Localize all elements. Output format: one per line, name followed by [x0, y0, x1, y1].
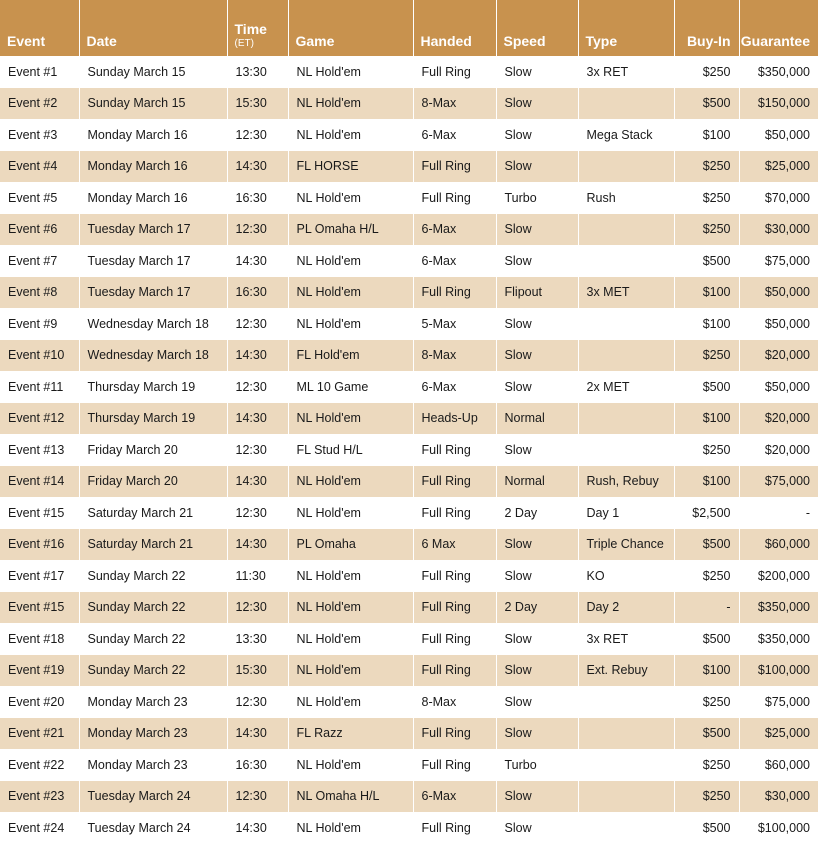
table-row — [0, 245, 818, 277]
game-cell: NL Hold'em — [288, 749, 413, 781]
game-cell: NL Hold'em — [288, 245, 413, 277]
speed-cell: Turbo — [496, 749, 578, 781]
date-cell: Saturday March 21 — [79, 529, 227, 561]
event-cell: Event #12 — [0, 403, 79, 435]
handed-cell: 6-Max — [413, 781, 496, 813]
type-cell: KO — [578, 560, 674, 592]
type-cell — [578, 686, 674, 718]
type-cell — [578, 340, 674, 372]
guarantee-cell: $70,000 — [764, 190, 810, 205]
guarantee-cell: $150,000 — [757, 96, 810, 111]
handed-cell: 6-Max — [413, 119, 496, 151]
date-cell: Friday March 20 — [79, 434, 227, 466]
event-cell: Event #3 — [0, 119, 79, 151]
speed-cell: Slow — [496, 88, 578, 120]
type-cell: Mega Stack — [578, 119, 674, 151]
type-cell — [578, 403, 674, 435]
buyin-cell: $2,500 — [674, 497, 739, 529]
handed-cell: Full Ring — [413, 812, 496, 844]
event-cell: Event #18 — [0, 623, 79, 655]
buyin-cell: $250 — [674, 340, 739, 372]
game-cell: NL Hold'em — [288, 182, 413, 214]
event-cell: Event #9 — [0, 308, 79, 340]
type-cell: Rush, Rebuy — [578, 466, 674, 498]
event-cell: Event #21 — [0, 718, 79, 750]
time-cell: 12:30 — [227, 434, 288, 466]
handed-cell: Full Ring — [413, 151, 496, 183]
handed-cell: Full Ring — [413, 497, 496, 529]
table-row — [0, 277, 818, 309]
table-row — [0, 655, 818, 687]
handed-cell: Full Ring — [413, 718, 496, 750]
type-cell: 3x RET — [578, 56, 674, 88]
buyin-cell: $500 — [674, 718, 739, 750]
time-cell: 14:30 — [227, 151, 288, 183]
guarantee-cell: $50,000 — [764, 379, 810, 394]
date-cell: Monday March 23 — [79, 749, 227, 781]
guarantee-cell: $60,000 — [764, 757, 810, 772]
event-cell: Event #13 — [0, 434, 79, 466]
guarantee-cell: $50,000 — [764, 316, 810, 331]
game-cell: NL Hold'em — [288, 686, 413, 718]
table-row — [0, 340, 818, 372]
date-cell: Tuesday March 24 — [79, 812, 227, 844]
game-cell: NL Hold'em — [288, 623, 413, 655]
game-cell: NL Hold'em — [288, 560, 413, 592]
buyin-cell: $100 — [674, 403, 739, 435]
speed-cell: Normal — [496, 466, 578, 498]
date-cell: Monday March 16 — [79, 119, 227, 151]
type-cell — [578, 434, 674, 466]
time-cell: 12:30 — [227, 686, 288, 718]
guarantee-cell: $350,000 — [757, 64, 810, 79]
event-cell: Event #11 — [0, 371, 79, 403]
time-cell: 14:30 — [227, 466, 288, 498]
time-cell: 16:30 — [227, 277, 288, 309]
guarantee-cell: $100,000 — [757, 663, 810, 678]
date-cell: Friday March 20 — [79, 466, 227, 498]
guarantee-cell: $60,000 — [764, 537, 810, 552]
event-cell: Event #15 — [0, 497, 79, 529]
date-cell: Wednesday March 18 — [79, 340, 227, 372]
guarantee-cell: $50,000 — [764, 285, 810, 300]
time-cell: 12:30 — [227, 214, 288, 246]
buyin-cell: $100 — [674, 466, 739, 498]
speed-cell: Slow — [496, 529, 578, 561]
buyin-cell: $500 — [674, 371, 739, 403]
speed-cell: Slow — [496, 340, 578, 372]
game-cell: PL Omaha — [288, 529, 413, 561]
date-cell: Wednesday March 18 — [79, 308, 227, 340]
date-cell: Monday March 16 — [79, 182, 227, 214]
date-cell: Monday March 23 — [79, 686, 227, 718]
guarantee-cell: $20,000 — [764, 348, 810, 363]
guarantee-cell: $75,000 — [764, 253, 810, 268]
date-cell: Sunday March 15 — [79, 88, 227, 120]
type-cell — [578, 88, 674, 120]
guarantee-cell: - — [805, 505, 810, 520]
guarantee-cell: $50,000 — [764, 127, 810, 142]
event-cell: Event #6 — [0, 214, 79, 246]
game-cell: NL Hold'em — [288, 88, 413, 120]
table-row — [0, 718, 818, 750]
game-cell: FL Stud H/L — [288, 434, 413, 466]
date-cell: Sunday March 22 — [79, 655, 227, 687]
table-row — [0, 623, 818, 655]
table-row — [0, 781, 818, 813]
buyin-cell: $250 — [674, 686, 739, 718]
date-cell: Thursday March 19 — [79, 403, 227, 435]
type-cell — [578, 781, 674, 813]
speed-cell: Turbo — [496, 182, 578, 214]
time-cell: 14:30 — [227, 340, 288, 372]
table-row — [0, 88, 818, 120]
buyin-cell: - — [674, 592, 739, 624]
event-cell: Event #24 — [0, 812, 79, 844]
time-cell: 12:30 — [227, 308, 288, 340]
buyin-cell: $100 — [674, 119, 739, 151]
handed-cell: 5-Max — [413, 308, 496, 340]
table-row — [0, 812, 818, 844]
speed-cell: Flipout — [496, 277, 578, 309]
table-row — [0, 151, 818, 183]
buyin-cell: $500 — [674, 529, 739, 561]
buyin-cell: $250 — [674, 56, 739, 88]
handed-cell: 6 Max — [413, 529, 496, 561]
table-row — [0, 403, 818, 435]
date-cell: Saturday March 21 — [79, 497, 227, 529]
header-game: Game — [288, 0, 413, 56]
header-time-label: Time — [234, 21, 267, 37]
buyin-cell: $500 — [674, 623, 739, 655]
date-cell: Sunday March 15 — [79, 56, 227, 88]
table-row — [0, 119, 818, 151]
table-header — [0, 0, 818, 56]
buyin-cell: $500 — [674, 812, 739, 844]
buyin-cell: $250 — [674, 182, 739, 214]
speed-cell: Slow — [496, 56, 578, 88]
buyin-cell: $100 — [674, 308, 739, 340]
game-cell: NL Hold'em — [288, 655, 413, 687]
type-cell: Ext. Rebuy — [578, 655, 674, 687]
time-cell: 12:30 — [227, 497, 288, 529]
event-cell: Event #8 — [0, 277, 79, 309]
header-handed: Handed — [413, 0, 496, 56]
speed-cell: Slow — [496, 151, 578, 183]
table-body — [0, 56, 818, 844]
table-row — [0, 182, 818, 214]
event-cell: Event #7 — [0, 245, 79, 277]
event-cell: Event #14 — [0, 466, 79, 498]
guarantee-cell: $20,000 — [764, 442, 810, 457]
game-cell: PL Omaha H/L — [288, 214, 413, 246]
header-speed: Speed — [496, 0, 578, 56]
time-cell: 13:30 — [227, 623, 288, 655]
buyin-cell: $250 — [674, 560, 739, 592]
date-cell: Sunday March 22 — [79, 560, 227, 592]
date-cell: Tuesday March 17 — [79, 214, 227, 246]
header-type: Type — [578, 0, 674, 56]
guarantee-cell: $25,000 — [764, 159, 810, 174]
game-cell: NL Hold'em — [288, 466, 413, 498]
type-cell — [578, 718, 674, 750]
header-time — [227, 0, 288, 56]
handed-cell: 6-Max — [413, 245, 496, 277]
handed-cell: Full Ring — [413, 592, 496, 624]
speed-cell: Slow — [496, 119, 578, 151]
handed-cell: Full Ring — [413, 277, 496, 309]
handed-cell: Full Ring — [413, 466, 496, 498]
speed-cell: 2 Day — [496, 497, 578, 529]
event-cell: Event #2 — [0, 88, 79, 120]
guarantee-cell: $100,000 — [757, 820, 810, 835]
speed-cell: Slow — [496, 718, 578, 750]
speed-cell: Slow — [496, 623, 578, 655]
buyin-cell: $250 — [674, 749, 739, 781]
table-row — [0, 56, 818, 88]
guarantee-cell: $350,000 — [757, 631, 810, 646]
time-cell: 12:30 — [227, 119, 288, 151]
time-cell: 15:30 — [227, 88, 288, 120]
time-cell: 12:30 — [227, 781, 288, 813]
guarantee-cell: $75,000 — [764, 694, 810, 709]
date-cell: Tuesday March 24 — [79, 781, 227, 813]
game-cell: NL Hold'em — [288, 119, 413, 151]
speed-cell: Normal — [496, 403, 578, 435]
time-cell: 15:30 — [227, 655, 288, 687]
header-date: Date — [79, 0, 227, 56]
buyin-cell: $500 — [674, 245, 739, 277]
guarantee-cell: $75,000 — [764, 474, 810, 489]
event-cell: Event #4 — [0, 151, 79, 183]
speed-cell: Slow — [496, 371, 578, 403]
guarantee-cell: $25,000 — [764, 726, 810, 741]
event-cell: Event #22 — [0, 749, 79, 781]
time-cell: 16:30 — [227, 182, 288, 214]
header-time-sub: (ET) — [234, 38, 254, 49]
header-buyin: Buy-In — [674, 0, 739, 56]
time-cell: 12:30 — [227, 371, 288, 403]
table-row — [0, 749, 818, 781]
handed-cell: Full Ring — [413, 434, 496, 466]
date-cell: Tuesday March 17 — [79, 245, 227, 277]
time-cell: 14:30 — [227, 403, 288, 435]
guarantee-cell: $30,000 — [764, 222, 810, 237]
type-cell — [578, 308, 674, 340]
event-cell: Event #19 — [0, 655, 79, 687]
date-cell: Monday March 23 — [79, 718, 227, 750]
date-cell: Tuesday March 17 — [79, 277, 227, 309]
handed-cell: Full Ring — [413, 655, 496, 687]
time-cell: 14:30 — [227, 718, 288, 750]
game-cell: FL HORSE — [288, 151, 413, 183]
game-cell: NL Hold'em — [288, 592, 413, 624]
header-guarantee: Guarantee — [740, 33, 810, 49]
game-cell: NL Omaha H/L — [288, 781, 413, 813]
guarantee-cell: $30,000 — [764, 789, 810, 804]
type-cell: Triple Chance — [578, 529, 674, 561]
time-cell: 14:30 — [227, 529, 288, 561]
type-cell: 2x MET — [578, 371, 674, 403]
handed-cell: Full Ring — [413, 749, 496, 781]
speed-cell: Slow — [496, 686, 578, 718]
time-cell: 13:30 — [227, 56, 288, 88]
speed-cell: Slow — [496, 781, 578, 813]
handed-cell: Full Ring — [413, 56, 496, 88]
event-cell: Event #10 — [0, 340, 79, 372]
speed-cell: Slow — [496, 214, 578, 246]
game-cell: FL Razz — [288, 718, 413, 750]
time-cell: 14:30 — [227, 245, 288, 277]
handed-cell: Heads-Up — [413, 403, 496, 435]
type-cell — [578, 151, 674, 183]
time-cell: 14:30 — [227, 812, 288, 844]
buyin-cell: $500 — [674, 88, 739, 120]
event-cell: Event #16 — [0, 529, 79, 561]
table-row — [0, 308, 818, 340]
type-cell — [578, 749, 674, 781]
guarantee-cell: $350,000 — [757, 600, 810, 615]
table-row — [0, 686, 818, 718]
speed-cell: Slow — [496, 245, 578, 277]
date-cell: Sunday March 22 — [79, 623, 227, 655]
buyin-cell: $100 — [674, 655, 739, 687]
event-cell: Event #5 — [0, 182, 79, 214]
event-cell: Event #1 — [0, 56, 79, 88]
handed-cell: 8-Max — [413, 686, 496, 718]
table-row — [0, 466, 818, 498]
table-row — [0, 434, 818, 466]
handed-cell: Full Ring — [413, 623, 496, 655]
table-row — [0, 592, 818, 624]
speed-cell: Slow — [496, 812, 578, 844]
game-cell: NL Hold'em — [288, 277, 413, 309]
handed-cell: 8-Max — [413, 88, 496, 120]
game-cell: NL Hold'em — [288, 497, 413, 529]
handed-cell: 8-Max — [413, 340, 496, 372]
game-cell: NL Hold'em — [288, 403, 413, 435]
date-cell: Monday March 16 — [79, 151, 227, 183]
buyin-cell: $250 — [674, 151, 739, 183]
buyin-cell: $100 — [674, 277, 739, 309]
event-cell: Event #17 — [0, 560, 79, 592]
type-cell — [578, 245, 674, 277]
buyin-cell: $250 — [674, 781, 739, 813]
event-cell: Event #23 — [0, 781, 79, 813]
event-cell: Event #15 — [0, 592, 79, 624]
event-cell: Event #20 — [0, 686, 79, 718]
game-cell: NL Hold'em — [288, 812, 413, 844]
handed-cell: Full Ring — [413, 560, 496, 592]
header-event: Event — [0, 0, 79, 56]
speed-cell: Slow — [496, 434, 578, 466]
table-row — [0, 529, 818, 561]
game-cell: NL Hold'em — [288, 308, 413, 340]
table-row — [0, 214, 818, 246]
guarantee-cell: $200,000 — [757, 568, 810, 583]
buyin-cell: $250 — [674, 434, 739, 466]
buyin-cell: $250 — [674, 214, 739, 246]
speed-cell: Slow — [496, 655, 578, 687]
handed-cell: 6-Max — [413, 214, 496, 246]
handed-cell: 6-Max — [413, 371, 496, 403]
game-cell: FL Hold'em — [288, 340, 413, 372]
type-cell — [578, 812, 674, 844]
handed-cell: Full Ring — [413, 182, 496, 214]
game-cell: NL Hold'em — [288, 56, 413, 88]
table-row — [0, 560, 818, 592]
type-cell: 3x MET — [578, 277, 674, 309]
time-cell: 12:30 — [227, 592, 288, 624]
time-cell: 11:30 — [227, 560, 288, 592]
speed-cell: Slow — [496, 308, 578, 340]
game-cell: ML 10 Game — [288, 371, 413, 403]
time-cell: 16:30 — [227, 749, 288, 781]
table-row — [0, 497, 818, 529]
type-cell: Day 2 — [578, 592, 674, 624]
type-cell: Day 1 — [578, 497, 674, 529]
speed-cell: 2 Day — [496, 592, 578, 624]
type-cell: 3x RET — [578, 623, 674, 655]
table-row — [0, 371, 818, 403]
date-cell: Sunday March 22 — [79, 592, 227, 624]
type-cell: Rush — [578, 182, 674, 214]
type-cell — [578, 214, 674, 246]
guarantee-cell: $20,000 — [764, 411, 810, 426]
date-cell: Thursday March 19 — [79, 371, 227, 403]
speed-cell: Slow — [496, 560, 578, 592]
header-row — [0, 0, 818, 56]
